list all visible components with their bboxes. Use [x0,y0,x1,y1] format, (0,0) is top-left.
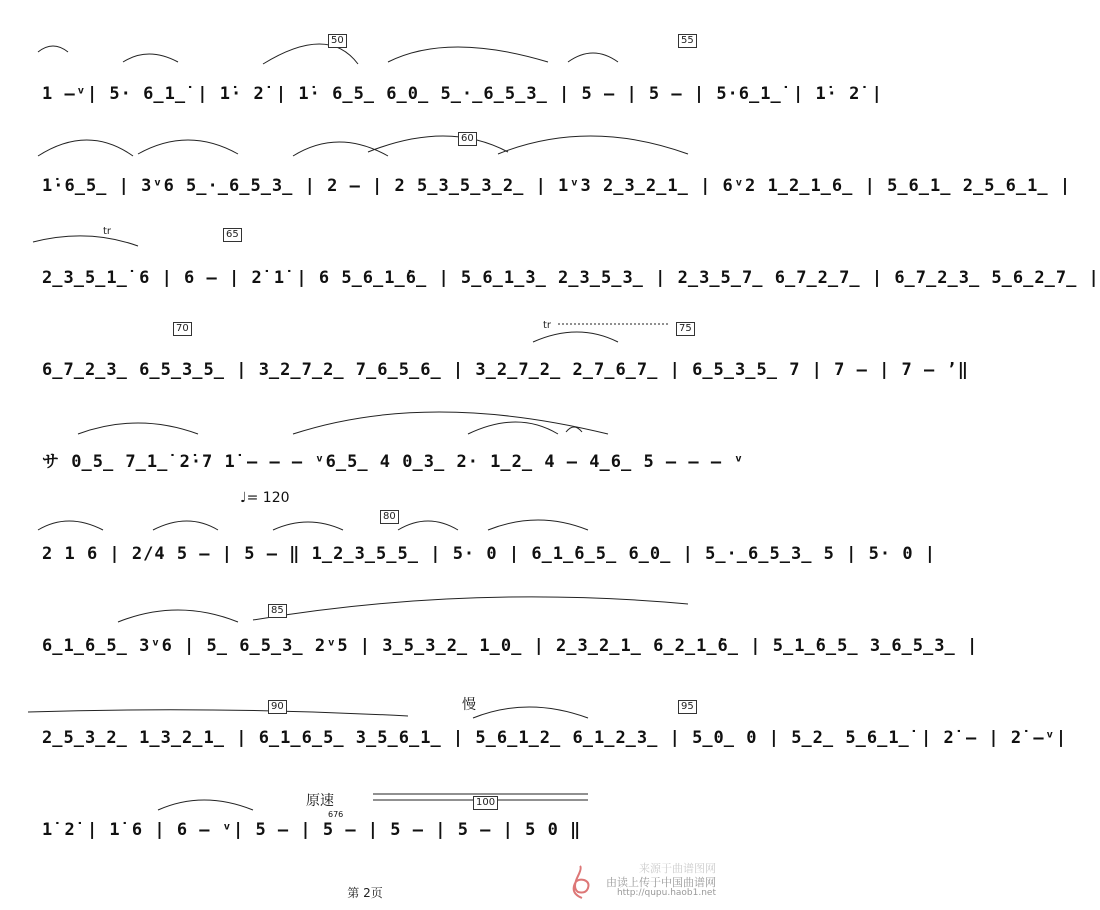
notation-line: 2 1 6 | 2/4 5 – | 5 – ‖ 1̲2̲3̲5̲5̲ | 5· 0 | 6̲1̲̇6̲5̲ 6̲0̲ | 5̲·̲6̲5̲3̲ 5 | 5· 0 | [42,544,937,564]
measure-number: 65 [223,228,242,242]
notation-line: 2̲5̲3̲2̲ 1̲3̲2̲1̲ | 6̲1̲6̲5̲ 3̲5̲6̲1̲ | 5̲6̲1̲2̲ 6̲1̲2̲3̲ | 5̲0̲ 0 | 5̲2̲ 5̲6̲1̲̇ | 2̇ – | 2̇ –ᵛ| [42,728,1068,748]
notation-line: 1 –ᵛ| 5· 6̲1̲̇ | 1̇· 2̇ | 1̇· 6̲5̲ 6̲0̲ 5̲·̲6̲5̲3̲ | 5 – | 5 – | 5·6̲1̲̇ | 1̇· 2̇ | [42,84,883,104]
score-row-5 [28,390,745,486]
svg-text:tr: tr [543,320,552,331]
measure-number: 80 [380,510,399,524]
score-row-7 [28,574,979,670]
notation-line: 6̲1̲̇6̲5̲ 3ᵛ6 | 5̲ 6̲5̲3̲ 2ᵛ5 | 3̲5̲3̲2̲ 1̲0̲ | 2̲3̲2̲1̲ 6̲2̲1̲̇6̲ | 5̲1̲̇6̲5̲ 3̲6̲5̲3̲ | [42,636,979,656]
slurs-row-6 [28,482,702,542]
notation-line: 1̇ 2̇ | 1̇ 6 | 6 – ᵛ| 5 – | 5 – | 5 – | 5 – | 5 0 ‖ [42,820,582,840]
page-label: 第 2页 [347,886,383,900]
measure-number: 50 [328,34,347,48]
measure-number: 70 [173,322,192,336]
slurs-row-9 [28,758,702,818]
slurs-row-3 [28,206,702,266]
measure-number: 100 [473,796,498,810]
notation-line: 2̲3̲5̲1̲̇ 6 | 6 – | 2̇ 1̇ | 6 5̲6̲1̲̇6̲ | 5̲6̲1̲̇3̲ 2̲3̲5̲3̲ | 2̲3̲5̲7̲ 6̲7̲2̲7̲ | 6̲7̲2̲3̲ 5̲6̲2̲7̲ | [42,268,1100,288]
watermark-line-3: http://qupu.haob1.net [616,888,716,898]
score-row-6 [28,482,937,578]
grace-note-label: 676 [328,810,344,819]
treble-clef-icon [566,864,594,902]
score-row-8 [28,666,1068,762]
notation-line: 1̇·6̲5̲ | 3ᵛ6 5̲·̲6̲5̲3̲ | 2 – | 2 5̲3̲5̲3̲2̲ | 1ᵛ3 2̲3̲2̲1̲ | 6ᵛ2 1̲2̲1̲6̲ | 5̲6̲1̲ 2̲5̲6̲1̲ | [42,176,1072,196]
slurs-row-7 [28,574,702,634]
measure-number: 95 [678,700,697,714]
measure-number: 55 [678,34,697,48]
measure-number: 60 [458,132,477,146]
notation-line: サ 0̲5̲ 7̲1̲̇ 2̇·7 1̇ – – – ᵛ6̲5̲ 4 0̲3̲ 2· 1̲2̲ 4 – 4̲6̲ 5 – – – ᵛ [42,452,745,472]
score-row-1 [28,22,883,118]
original-tempo-marking: 原速 [306,793,334,809]
measure-number: 85 [268,604,287,618]
watermark [566,858,716,904]
tempo-marking: ♩= 120 [240,490,290,506]
watermark-line-2: 由读上传于中国曲谱网 [606,876,716,889]
measure-number: 75 [676,322,695,336]
slurs-row-2 [28,114,702,174]
slurs-row-5 [28,390,702,450]
score-row-2 [28,114,1072,210]
score-row-3 [28,206,1100,302]
notation-line: 6̲7̲2̲3̲ 6̲5̲3̲5̲ | 3̲2̲7̲2̲ 7̲6̲5̲6̲ | 3̲2̲7̲2̲ 2̲7̲6̲7̲ | 6̲5̲3̲5̲ 7 | 7 – | 7 – ’‖ [42,360,969,380]
slurs-row-8 [28,666,702,726]
slow-marking: 慢 [462,697,476,713]
score-row-9 [28,758,702,854]
measure-number: 90 [268,700,287,714]
score-row-4 [28,298,969,394]
watermark-line-1: 来源于曲谱图网 [639,862,716,875]
slurs-row-4 [28,298,702,358]
svg-text:tr: tr [103,226,112,237]
slurs-row-1 [28,22,702,82]
